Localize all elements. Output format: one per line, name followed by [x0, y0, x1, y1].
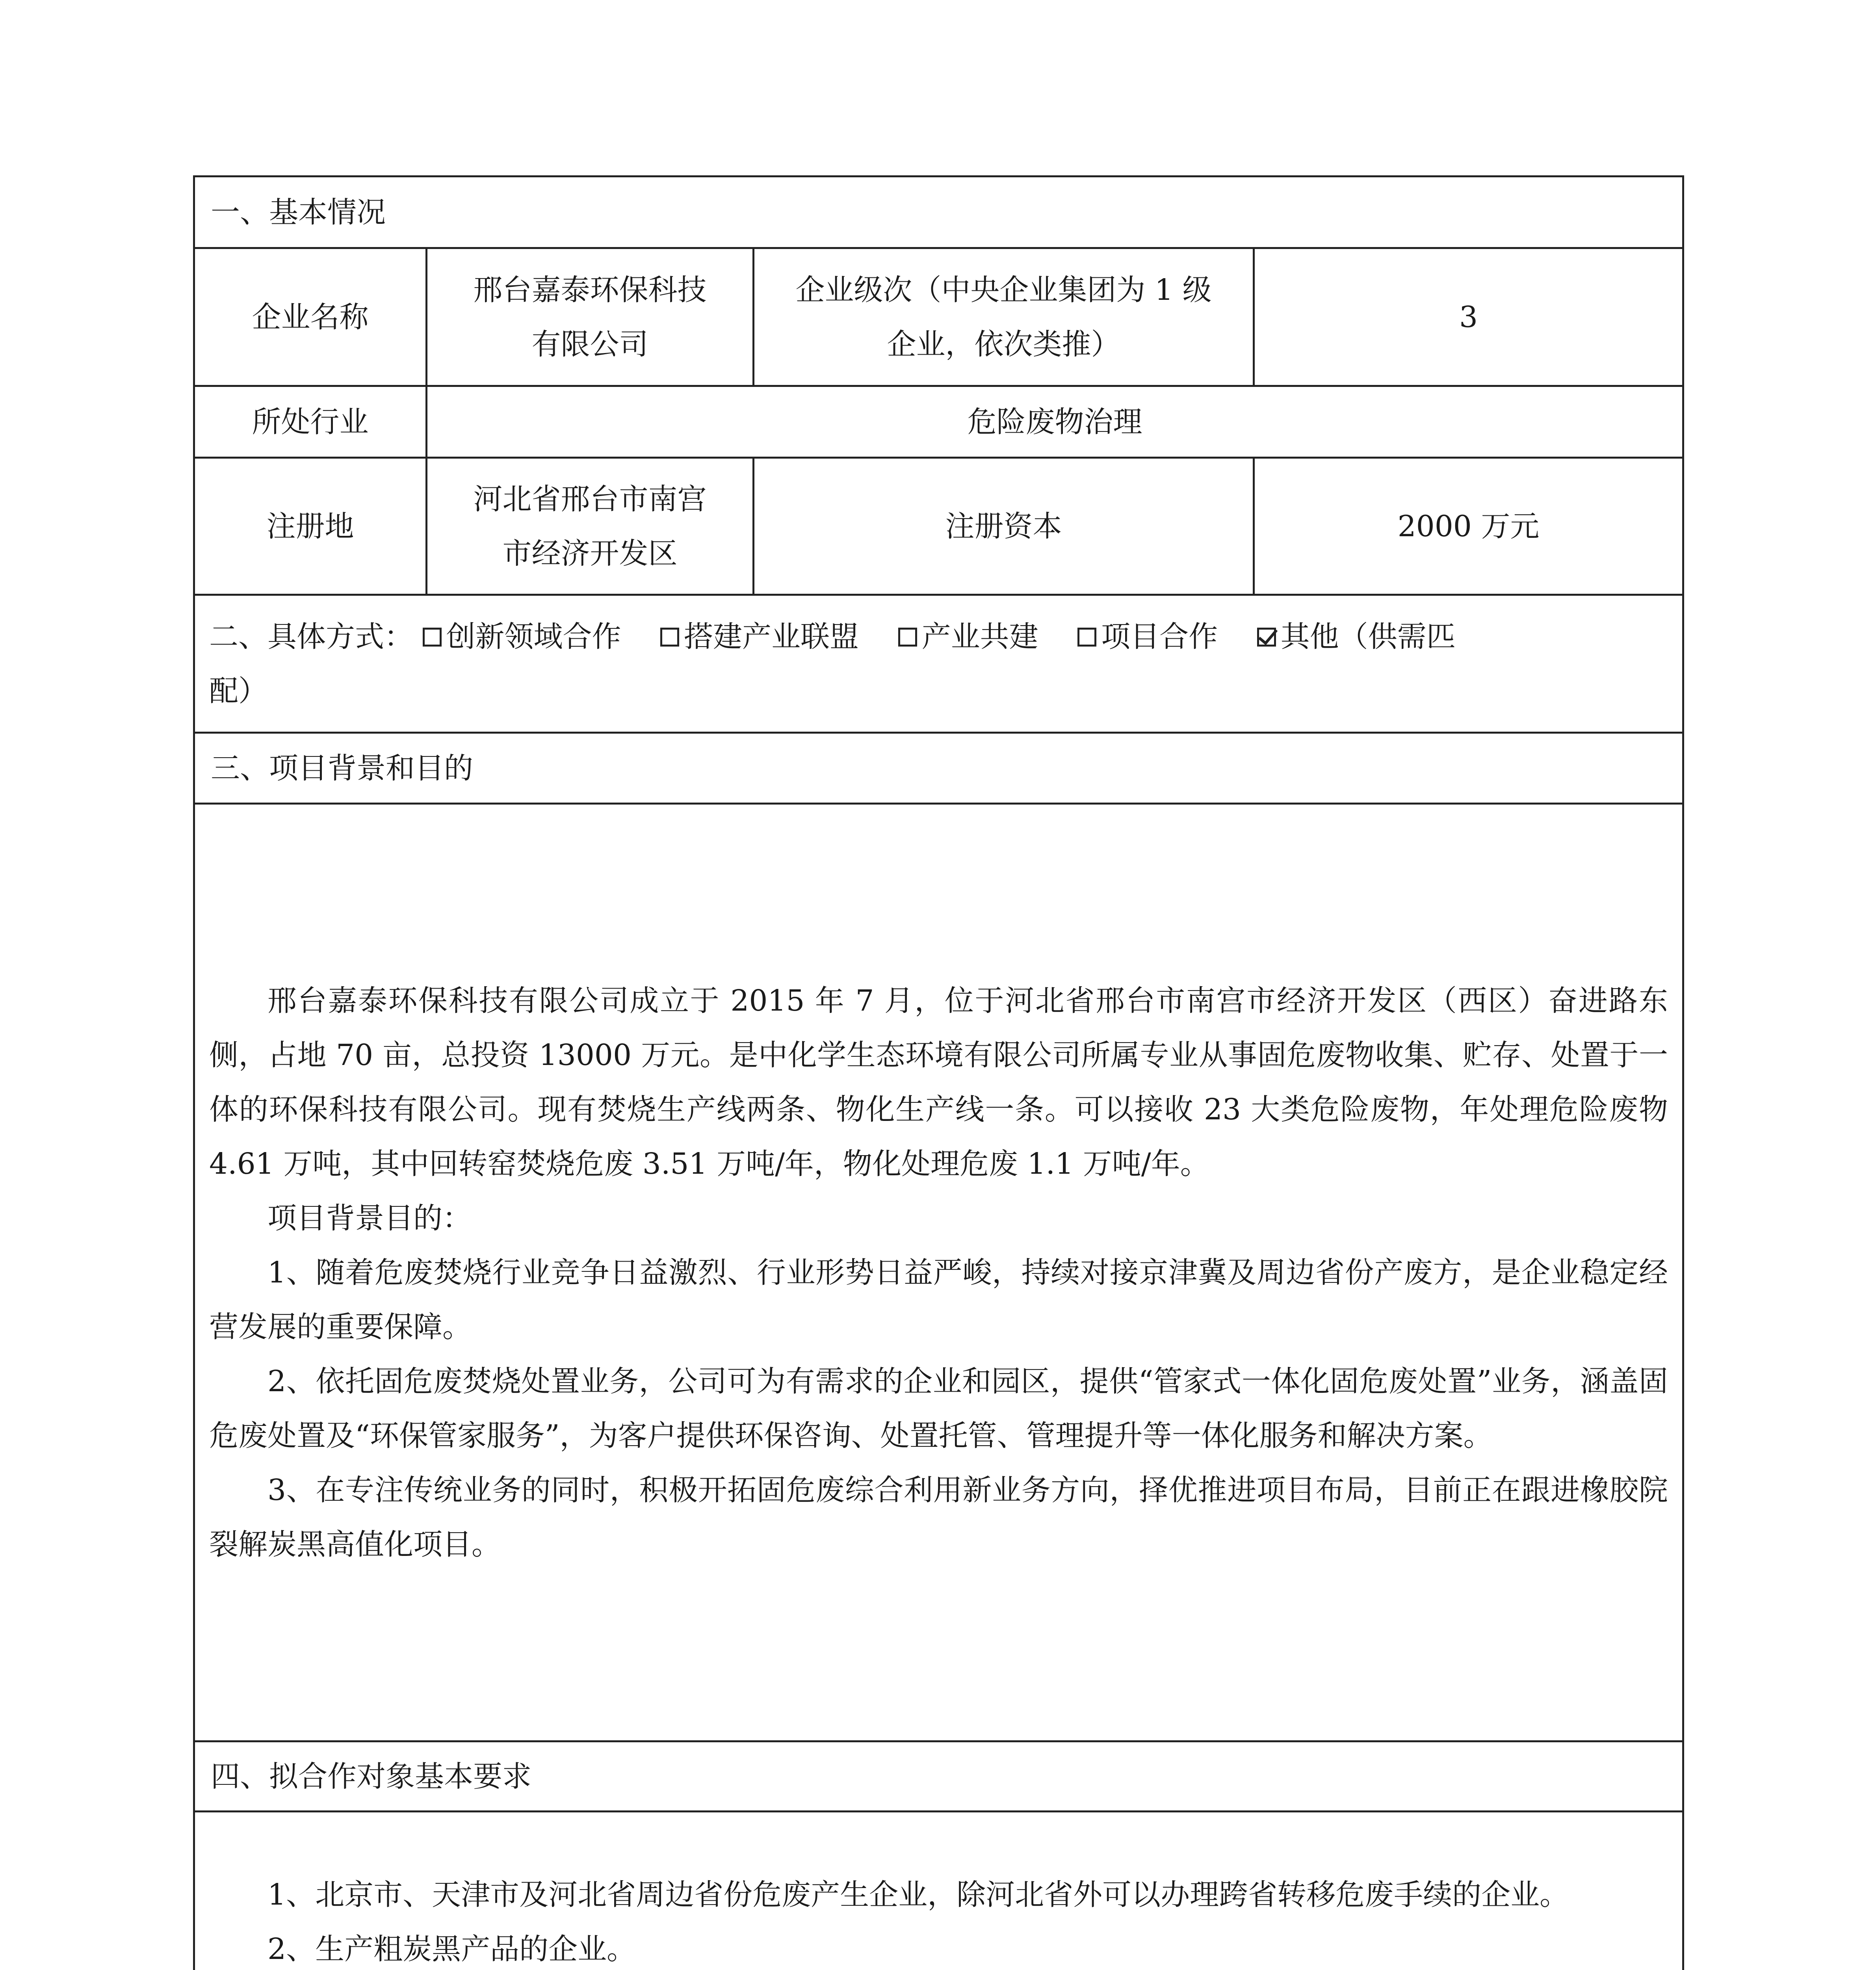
option-co-construction[interactable] — [898, 620, 1048, 654]
company-name-value — [427, 248, 754, 386]
section-3-body — [194, 804, 1683, 1741]
cooperation-mode-line — [209, 610, 1668, 664]
company-level-label-line2: 企业，依次类推） — [887, 327, 1120, 361]
section-4-title: 四、拟合作对象基本要求 — [194, 1741, 1683, 1812]
option-project-label: 项目合作 — [1101, 619, 1218, 654]
cooperation-mode-row — [194, 595, 1683, 733]
checkbox-other-checked[interactable] — [1257, 628, 1276, 647]
registration-place-line2: 市经济开发区 — [502, 536, 678, 571]
company-name-line2: 有限公司 — [531, 327, 648, 361]
company-name-label: 企业名称 — [194, 248, 427, 386]
registration-place-value — [427, 458, 754, 595]
option-co-construction-label: 产业共建 — [921, 619, 1038, 654]
paragraph: 邢台嘉泰环保科技有限公司成立于 2015 年 7 月，位于河北省邢台市南宫市经济开发区（西区）奋进路东侧，占地 70 亩，总投资 13000 万元。是中化学生态环境有限公司所属专业从事固危废物收集、贮存、处置于一体的环保科技有限公司。现有焚烧生产线两条、物化生产线一条。可以接收 23 大类危险废物，年处理危险废物 4.61 万吨，其中回转窑焚烧危废 3.51 万吨/年，物化处理危废 1.1 万吨/年。 — [209, 983, 1668, 1181]
checkbox-co-construction[interactable] — [898, 628, 917, 647]
cooperation-mode-continuation: 配） — [209, 674, 267, 708]
checkbox-project[interactable] — [1077, 628, 1096, 647]
paragraph: 1、随着危废焚烧行业竞争日益激烈、行业形势日益严峻，持续对接京津冀及周边省份产废方，是企业稳定经营发展的重要保障。 — [209, 1255, 1668, 1344]
company-level-label-line1: 企业级次（中央企业集团为 1 级 — [795, 273, 1212, 307]
industry-label: 所处行业 — [194, 386, 427, 458]
checkbox-innovation[interactable] — [423, 628, 442, 647]
section-4-body — [194, 1812, 1683, 1970]
registration-place-label: 注册地 — [194, 458, 427, 595]
registered-capital-label: 注册资本 — [754, 458, 1254, 595]
section-1-title: 一、基本情况 — [194, 177, 1683, 248]
company-level-label — [754, 248, 1254, 386]
section-3-title: 三、项目背景和目的 — [194, 733, 1683, 804]
section-2-title: 二、具体方式： — [209, 619, 413, 654]
paragraph: 2、生产粗炭黑产品的企业。 — [267, 1932, 636, 1966]
paragraph: 1、北京市、天津市及河北省周边省份危废产生企业，除河北省外可以办理跨省转移危废手续的企业。 — [267, 1877, 1569, 1912]
company-level-value: 3 — [1254, 248, 1683, 386]
option-other-label: 其他（供需匹 — [1280, 619, 1456, 654]
checkbox-alliance[interactable] — [660, 628, 679, 647]
option-other[interactable] — [1257, 620, 1456, 654]
option-innovation[interactable] — [423, 620, 631, 654]
paragraph: 3、在专注传统业务的同时，积极开拓固危废综合利用新业务方向，择优推进项目布局，目前正在跟进橡胶院裂解炭黑高值化项目。 — [209, 1473, 1668, 1561]
industry-value: 危险废物治理 — [427, 386, 1683, 458]
option-innovation-label: 创新领域合作 — [446, 619, 621, 654]
registered-capital-value: 2000 万元 — [1254, 458, 1683, 595]
option-alliance-label: 搭建产业联盟 — [684, 619, 859, 654]
paragraph: 项目背景目的： — [267, 1201, 472, 1235]
paragraph: 2、依托固危废焚烧处置业务，公司可为有需求的企业和园区，提供“管家式一体化固危废处置”业务，涵盖固危废处置及“环保管家服务”，为客户提供环保咨询、处置托管、管理提升等一体化服务和解决方案。 — [209, 1364, 1668, 1453]
option-project[interactable] — [1077, 620, 1227, 654]
form-table — [193, 175, 1684, 1970]
registration-place-line1: 河北省邢台市南宫 — [473, 482, 707, 516]
option-alliance[interactable] — [660, 620, 868, 654]
project-form — [193, 175, 1682, 1970]
company-name-line1: 邢台嘉泰环保科技 — [473, 273, 707, 307]
